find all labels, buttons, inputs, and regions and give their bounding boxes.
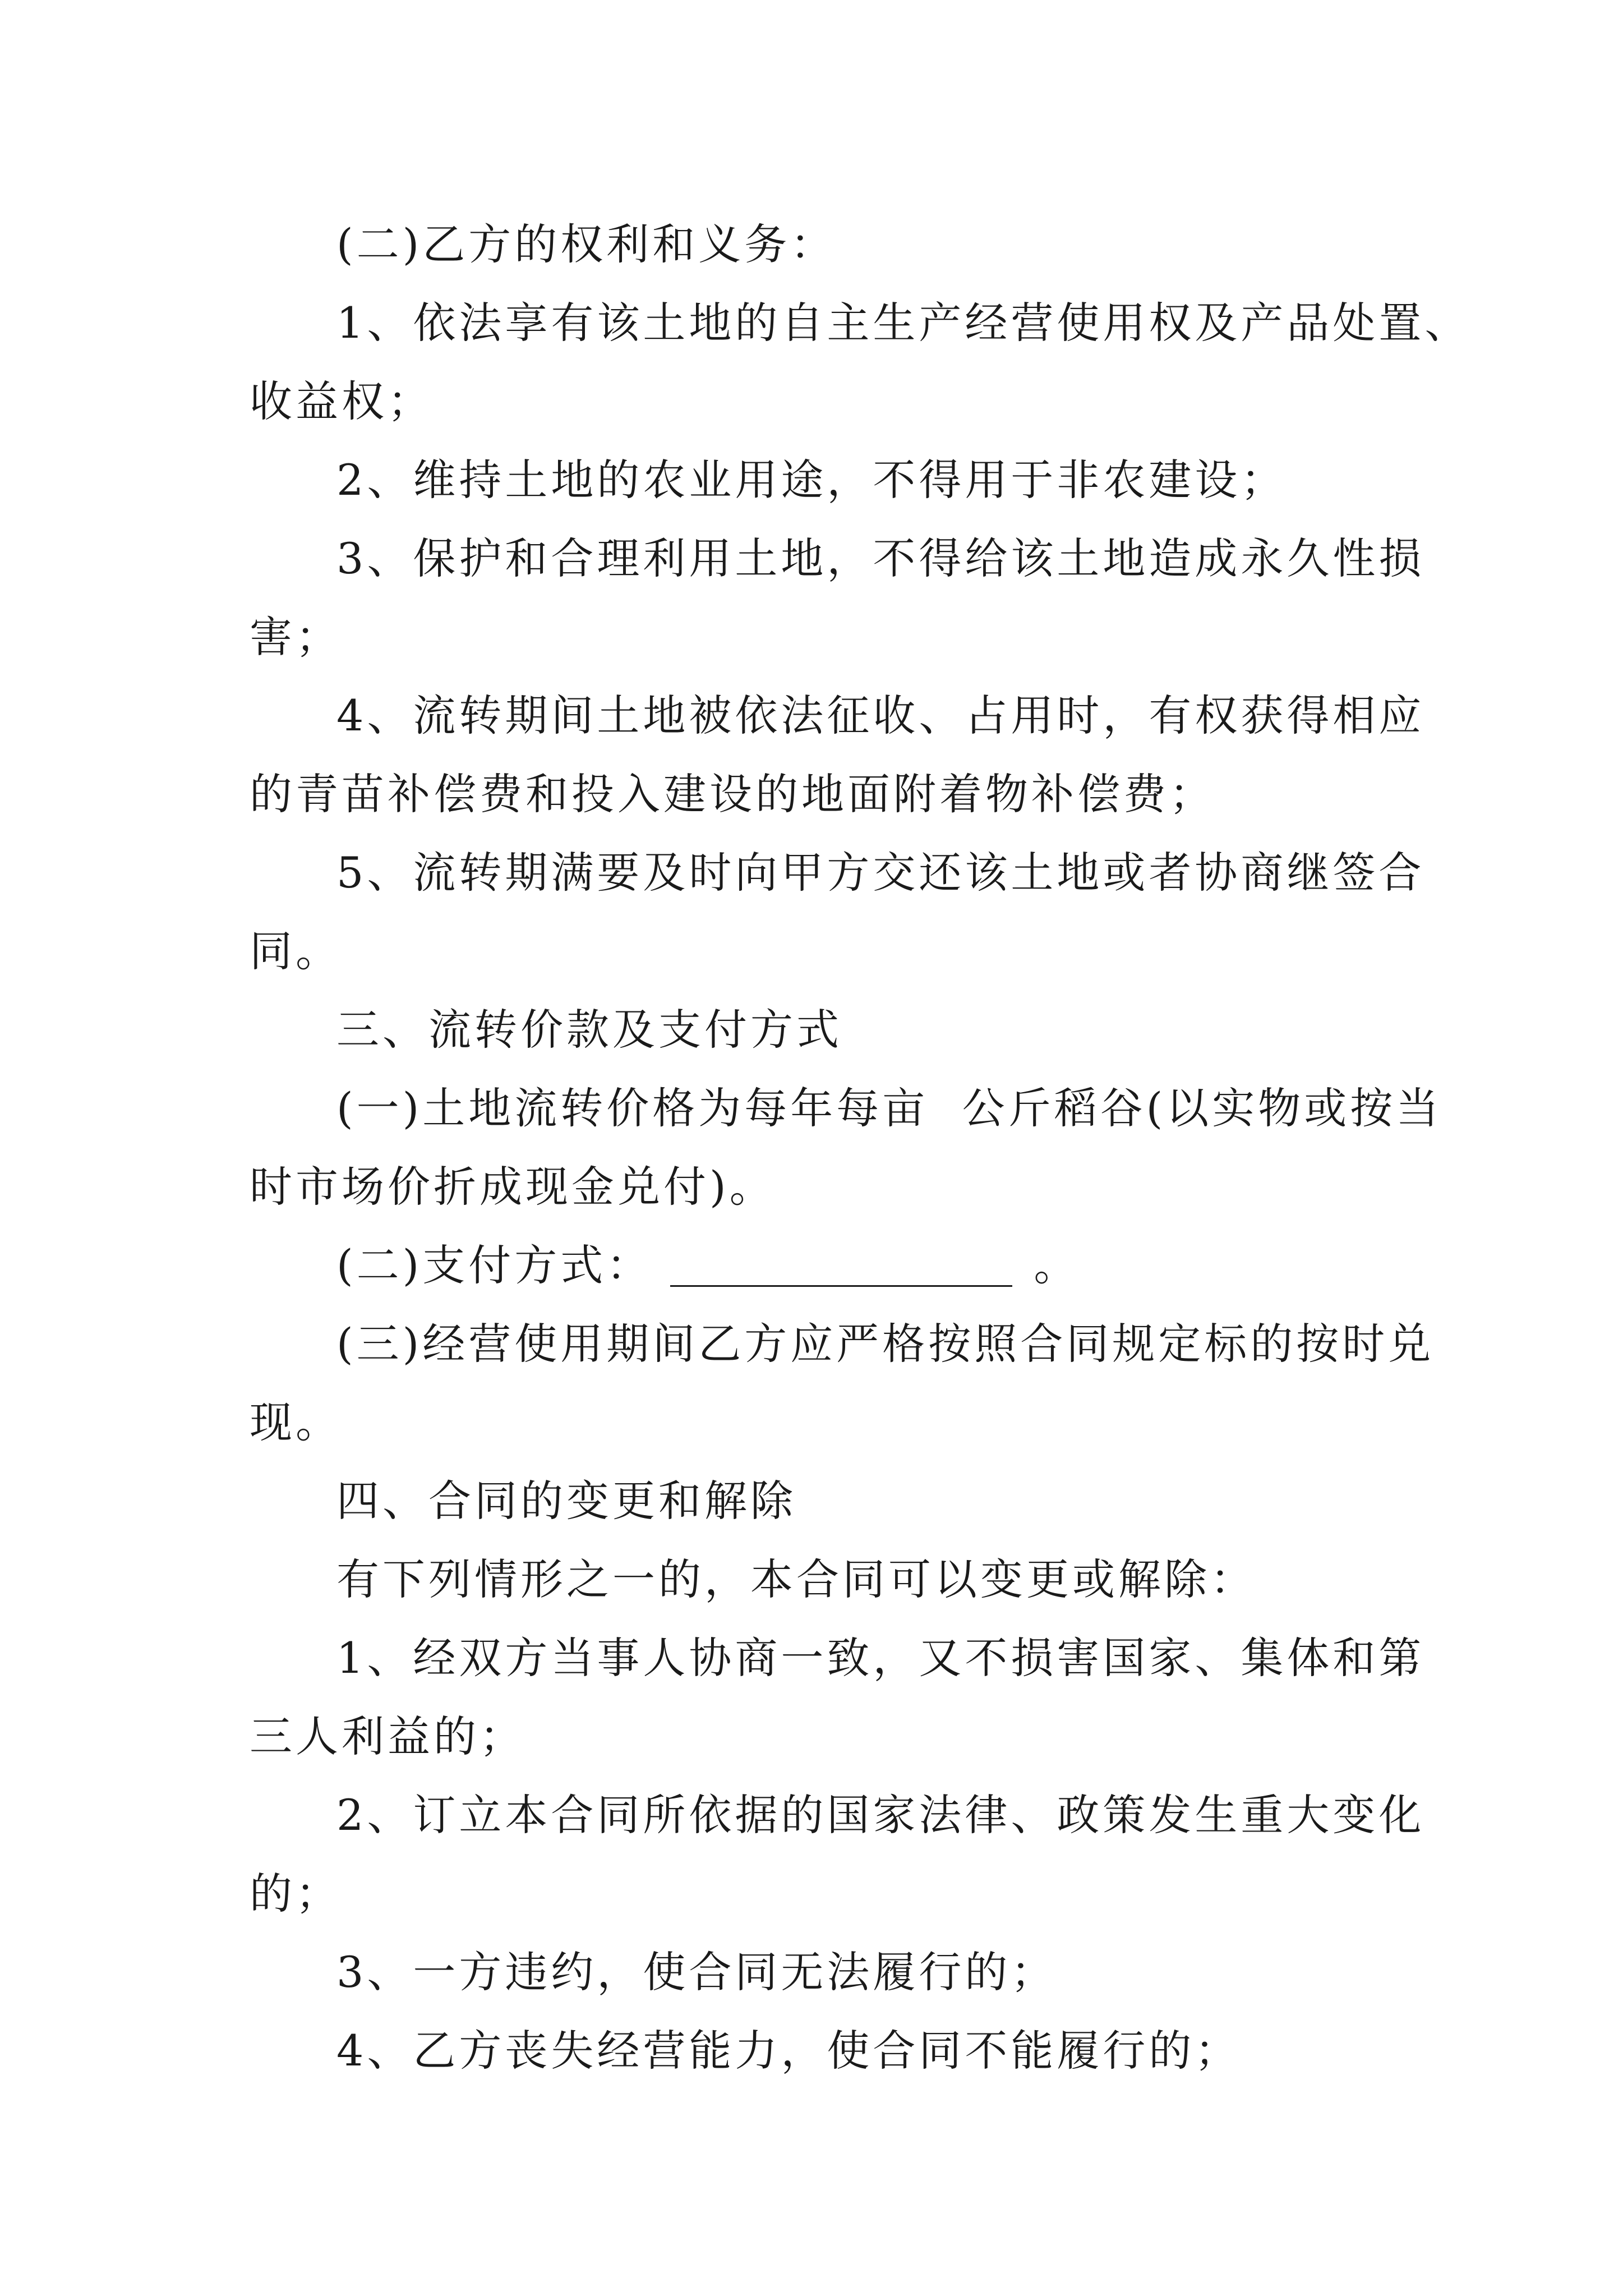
paragraph-line: 3、保护和合理利用土地，不得给该土地造成永久性损 [336, 533, 1425, 583]
paragraph-line: 4、乙方丧失经营能力，使合同不能履行的； [336, 2026, 1241, 2076]
payment-method-period: 。 [1034, 1240, 1080, 1290]
payment-method-line [336, 1240, 1080, 1290]
paragraph-line: 的； [250, 1869, 342, 1918]
paragraph-line: 的青苗补偿费和投入建设的地面附着物补偿费； [250, 769, 1215, 819]
section-heading-change-termination: 四、合同的变更和解除 [336, 1476, 796, 1526]
section-heading-party-b-rights: (二)乙方的权利和义务： [336, 219, 837, 269]
paragraph-line: 1、经双方当事人协商一致，又不损害国家、集体和第 [336, 1633, 1425, 1683]
paragraph-line: 现。 [250, 1397, 342, 1447]
payment-method-label: (二)支付方式： [336, 1240, 653, 1290]
paragraph-line: 4、流转期间土地被依法征收、占用时，有权获得相应 [336, 691, 1425, 740]
paragraph-line: 2、维持土地的农业用途，不得用于非农建设； [336, 455, 1287, 505]
paragraph-line: 1、依法享有该土地的自主生产经营使用权及产品处置、 [336, 298, 1471, 348]
payment-method-blank [670, 1285, 1012, 1287]
paragraph-line: 3、一方违约，使合同无法履行的； [336, 1947, 1057, 1997]
paragraph-line: 收益权； [250, 376, 434, 426]
paragraph-line: 同。 [250, 926, 342, 976]
paragraph-line: 5、流转期满要及时向甲方交还该土地或者协商继签合 [336, 848, 1425, 898]
section-heading-price-payment: 三、流转价款及支付方式 [336, 1005, 842, 1055]
paragraph-line: 害； [250, 612, 342, 662]
paragraph-line: (一)土地流转价格为每年每亩 公斤稻谷(以实物或按当 [336, 1083, 1442, 1133]
paragraph-line: 时市场价折成现金兑付)。 [250, 1162, 776, 1212]
paragraph-line: (三)经营使用期间乙方应严格按照合同规定标的按时兑 [336, 1319, 1435, 1369]
paragraph-line: 三人利益的； [250, 1711, 525, 1761]
paragraph-line: 2、订立本合同所依据的国家法律、政策发生重大变化 [336, 1790, 1425, 1840]
paragraph-line: 有下列情形之一的，本合同可以变更或解除： [336, 1554, 1256, 1604]
